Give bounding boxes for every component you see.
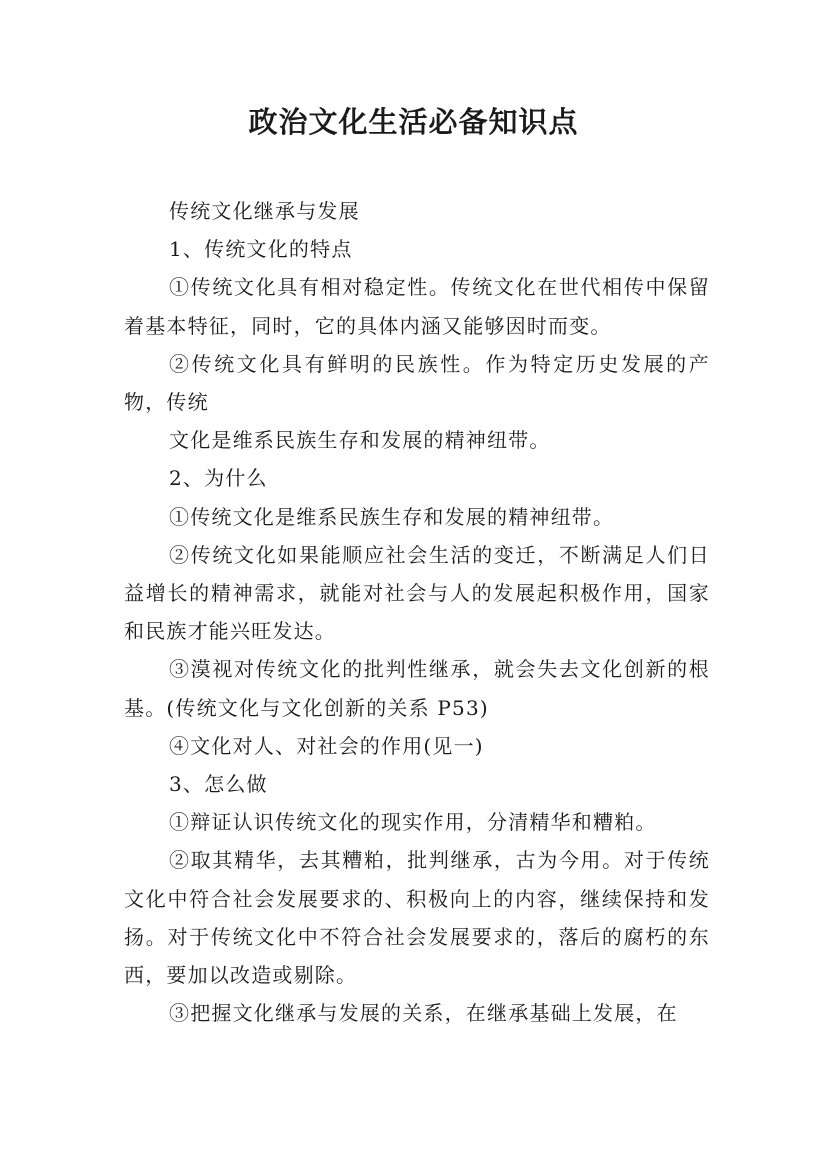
paragraph: ①传统文化是维系民族生存和发展的精神纽带。 bbox=[169, 504, 615, 529]
paragraph: ③把握文化继承与发展的关系，在继承基础上发展，在 bbox=[169, 1001, 678, 1026]
paragraph: ③漠视对传统文化的批判性继承，就会失去文化创新的根基。(传统文化与文化创新的关系 P53) bbox=[124, 657, 710, 720]
subsection-heading: 1、传统文化的特点 bbox=[169, 237, 353, 262]
subsection-heading: 2、为什么 bbox=[169, 466, 268, 491]
paragraph: ②传统文化如果能顺应社会生活的变迁，不断满足人们日益增长的精神需求，就能对社会与人的发展起积极作用，国家和民族才能兴旺发达。 bbox=[124, 542, 710, 644]
section-heading: 传统文化继承与发展 bbox=[169, 199, 360, 223]
paragraph: ①辩证认识传统文化的现实作用，分清精华和糟粕。 bbox=[169, 810, 657, 835]
paragraph: ②取其精华，去其糟粕，批判继承，古为今用。对于传统文化中符合社会发展要求的、积极向上的内容，继续保持和发扬。对于传统文化中不符合社会发展要求的，落后的腐朽的东西，要加以改造或剔除。 bbox=[124, 848, 710, 988]
paragraph: ①传统文化具有相对稳定性。传统文化在世代相传中保留着基本特征，同时，它的具体内涵又能够因时而变。 bbox=[124, 275, 710, 338]
paragraph: 文化是维系民族生存和发展的精神纽带。 bbox=[169, 428, 551, 453]
paragraph: ④文化对人、对社会的作用(见一) bbox=[169, 733, 484, 758]
paragraph: ②传统文化具有鲜明的民族性。作为特定历史发展的产物，传统 bbox=[124, 351, 710, 415]
subsection-heading: 3、怎么做 bbox=[169, 772, 268, 797]
document-body bbox=[124, 192, 710, 1032]
document-title: 政治文化生活必备知识点 bbox=[248, 105, 579, 139]
